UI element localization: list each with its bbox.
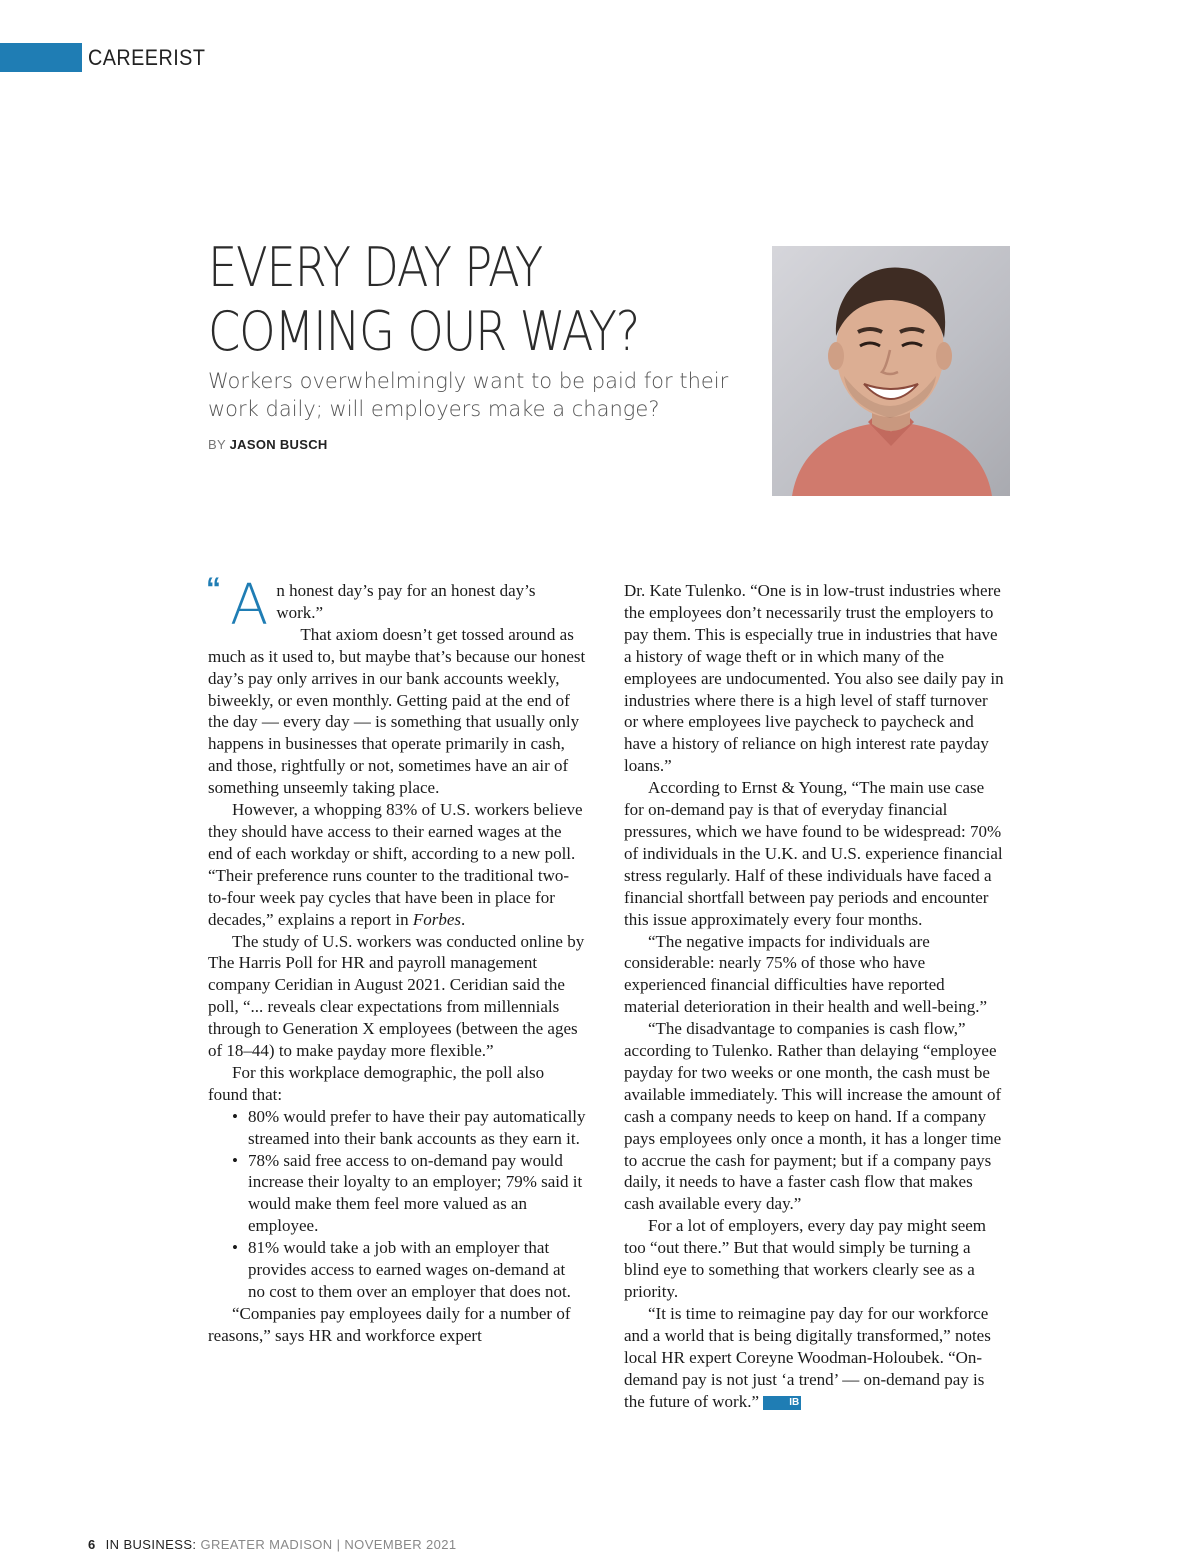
paragraph: That axiom doesn’t get tossed around as much as it used to, but maybe that’s because our honest day’s pay only arrives in our bank accounts weekly, biweekly, or even monthly. Getting paid at the end of the day — every day — is something that usually only happens in businesses that operate primarily in cash, and those, rightfully or not, sometimes have an air of something unseemly taking place. <box>208 624 586 798</box>
headline-line-1: EVERY DAY PAY <box>208 236 542 299</box>
paragraph: For a lot of employers, every day pay might seem too “out there.” But that would simply be turning a blind eye to something that workers clearly see as a priority. <box>624 1216 987 1301</box>
byline-prefix: BY <box>208 437 226 452</box>
drop-cap: A <box>230 573 269 638</box>
deck-line-2: work daily; will employers make a change? <box>208 397 660 421</box>
page-footer <box>88 1537 457 1552</box>
paragraph: “The negative impacts for individuals are considerable: nearly 75% of those who have experienced financial difficulties have reported material deterioration in their health and well-being.” <box>624 931 987 1017</box>
deck-subtitle <box>208 367 768 423</box>
publication-name: Forbes <box>412 909 462 929</box>
edition-info: GREATER MADISON | NOVEMBER 2021 <box>200 1537 457 1552</box>
author-portrait-icon <box>772 246 1010 496</box>
paragraph-text: However, a whopping 83% of U.S. workers believe they should have access to their earned wages at the end of each workday or shift, according to a new poll. “Their preference runs counter to the traditional two-to-four week pay cycles that have been in place for decades,” explains a report in <box>208 800 583 929</box>
byline-author: JASON BUSCH <box>229 437 328 452</box>
list-item: • 78% said free access to on-demand pay would increase their loyalty to an employer; 79% said it would make them feel more valued as an employee. <box>208 1150 586 1238</box>
headline-line-2: COMING OUR WAY? <box>208 300 640 363</box>
paragraph-text: “It is time to reimagine pay day for our workforce and a world that is being digitally transformed,” notes local HR expert Coreyne Woodman-Holoubek. “On-demand pay is not just ‘a trend’ — on-demand pay is the future of work.” <box>624 1303 991 1411</box>
end-mark-icon: IB <box>763 1396 801 1410</box>
article-column-1 <box>206 572 586 1347</box>
section-color-bar <box>0 43 82 72</box>
headline <box>208 236 690 364</box>
list-item: • 81% would take a job with an employer that provides access to earned wages on-demand at no cost to them over an employer that does not. <box>208 1237 586 1303</box>
opening-text: n honest day’s pay for an honest day’s work.” <box>276 581 536 622</box>
paragraph-text: . <box>461 909 466 929</box>
open-quote-mark: “ <box>206 572 221 605</box>
byline <box>208 437 328 452</box>
page-number: 6 <box>88 1537 96 1552</box>
paragraph: For this workplace demographic, the poll also found that: <box>208 1062 545 1104</box>
paragraph <box>624 1303 1004 1413</box>
bullet-list <box>208 1106 586 1303</box>
deck-line-1: Workers overwhelmingly want to be paid for their <box>208 369 729 393</box>
section-label: CAREERIST <box>88 45 206 70</box>
paragraph <box>206 572 586 638</box>
paragraph <box>208 799 586 930</box>
portrait-illustration <box>772 246 1010 496</box>
paragraph: “The disadvantage to companies is cash flow,” according to Tulenko. Rather than delaying “employee payday for two weeks or one month, the cash must be available immediately. This will increase the amount of cash a company needs to keep on hand. If a company pays employees only once a month, it has a longer time to accrue the cash for payment; but if a company pays daily, it needs to have a faster cash flow that makes cash available every day.” <box>624 1019 1002 1214</box>
publication-title: IN BUSINESS: <box>105 1537 197 1552</box>
article-column-2 <box>624 580 1004 1412</box>
paragraph: According to Ernst & Young, “The main use case for on-demand pay is that of everyday financial pressures, which we have found to be widespread: 70% of individuals in the U.K. and U.S. experience financial stress regularly. Half of these individuals have faced a financial shortfall between pay periods and encounter this issue approximately every four months. <box>624 778 1003 929</box>
paragraph: “Companies pay employees daily for a number of reasons,” says HR and workforce expert <box>208 1303 571 1345</box>
paragraph: The study of U.S. workers was conducted online by The Harris Poll for HR and payroll management company Ceridian in August 2021. Ceridian said the poll, “... reveals clear expectations from millennials through to Generation X employees (between the ages of 18–44) to make payday more flexible.” <box>208 931 585 1061</box>
list-item: • 80% would prefer to have their pay automatically streamed into their bank accounts as they earn it. <box>208 1106 586 1150</box>
paragraph: Dr. Kate Tulenko. “One is in low-trust industries where the employees don’t necessarily trust the employers to pay them. This is especially true in industries that have a history of wage theft or in which many of the employees are undocumented. You also see daily pay in industries where there is a high level of staff turnover or where employees live paycheck to paycheck and have a history of reliance on high interest rate payday loans.” <box>624 581 1004 776</box>
